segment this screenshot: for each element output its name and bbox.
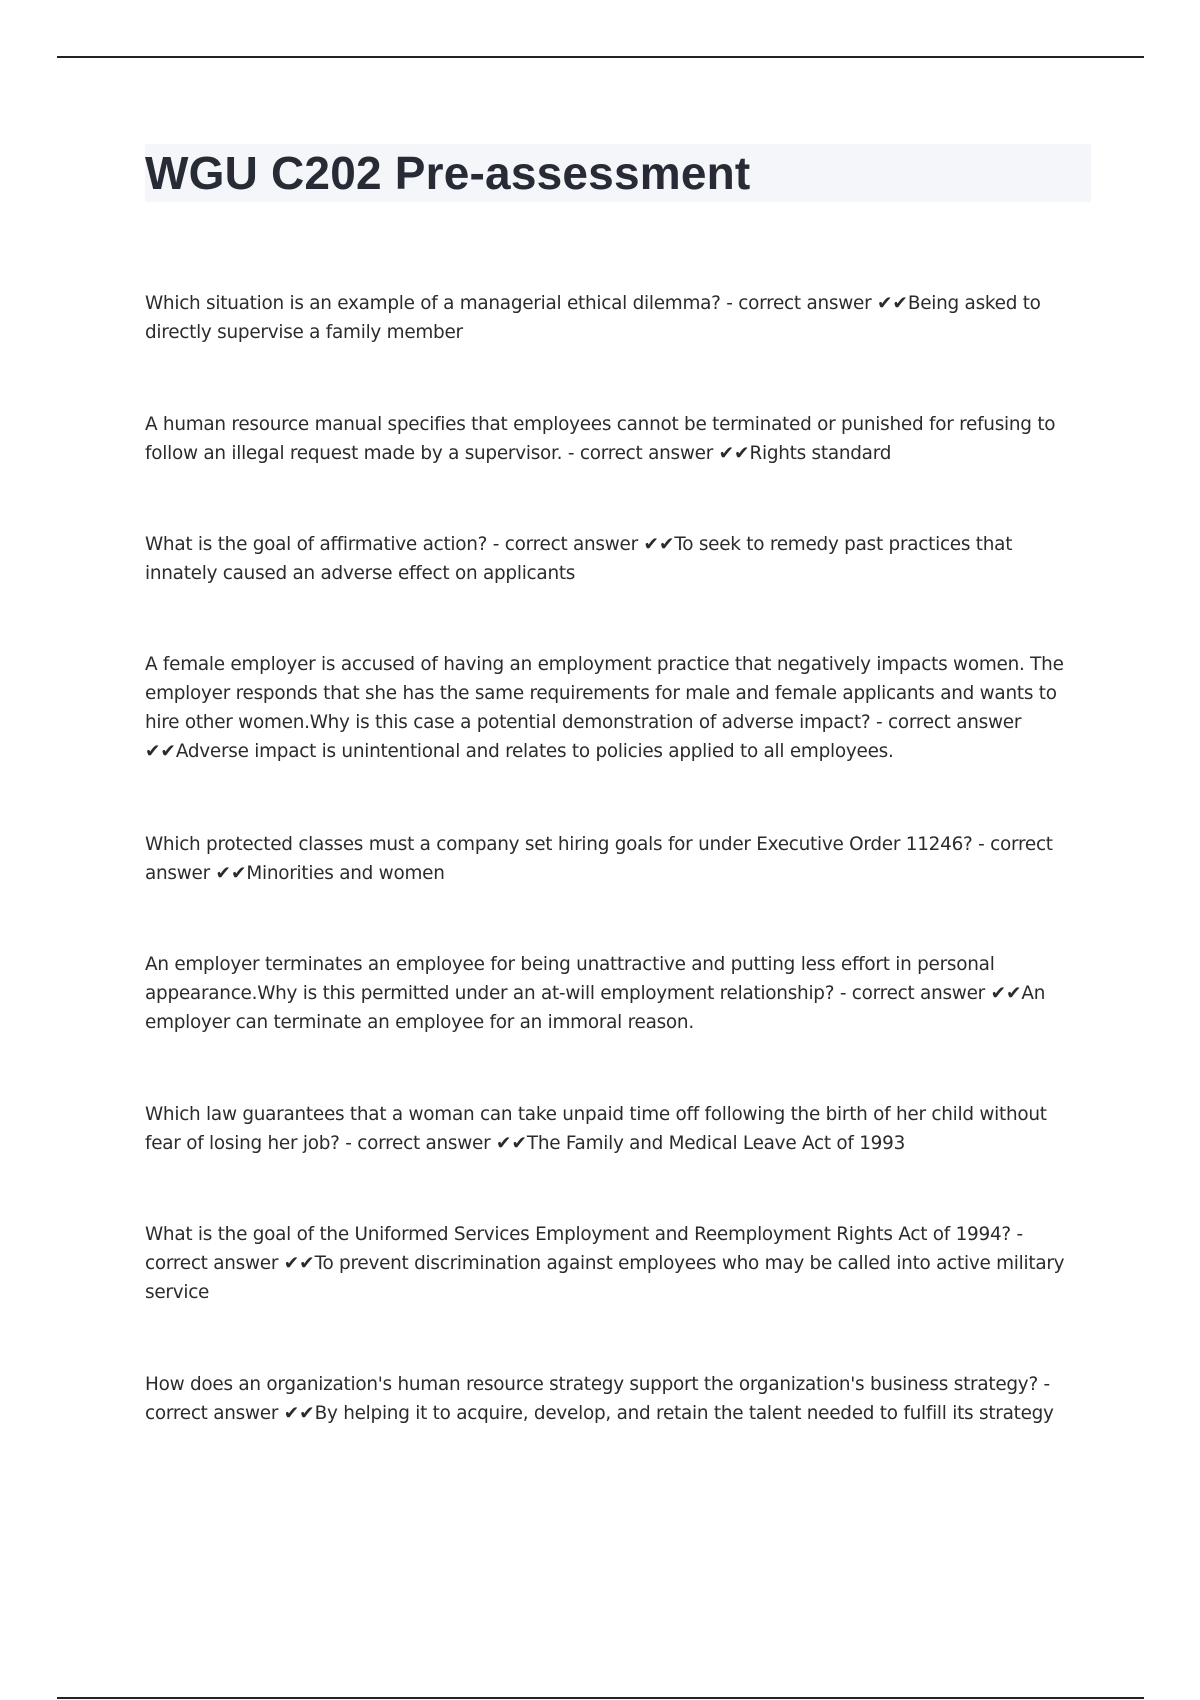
answer-text: By helping it to acquire, develop, and retain the talent needed to fulfill its strategy xyxy=(314,1403,1054,1424)
checkmark-icon: ✔✔ xyxy=(990,983,1022,1004)
answer-text: Rights standard xyxy=(749,443,892,464)
answer-text: To prevent discrimination against employees who may be called into active military service xyxy=(145,1253,1065,1303)
top-rule xyxy=(57,56,1144,58)
qa-item-1 xyxy=(145,289,1070,347)
qa-item-2 xyxy=(145,410,1070,468)
qa-item-5 xyxy=(145,830,1070,888)
checkmark-icon: ✔✔ xyxy=(215,863,247,884)
question-text: What is the goal of the Uniformed Services Employment and Reemployment Rights Act of 1994? - correct answer xyxy=(145,1224,1023,1274)
answer-text: An employer can terminate an employee for an immoral reason. xyxy=(145,983,1046,1033)
qa-item-7 xyxy=(145,1100,1070,1158)
question-text: Which situation is an example of a managerial ethical dilemma? - correct answer xyxy=(145,293,877,314)
question-text: Which law guarantees that a woman can take unpaid time off following the birth of her child without fear of losing her job? - correct answer xyxy=(145,1104,1047,1154)
question-text: An employer terminates an employee for being unattractive and putting less effort in personal appearance.Why is this permitted under an at-will employment relationship? - correct answer xyxy=(145,954,995,1004)
qa-item-3 xyxy=(145,530,1070,588)
question-text: A female employer is accused of having an employment practice that negatively impacts women. The employer responds that she has the same requirements for male and female applicants and wants to hire other women.Why is this case a potential demonstration of adverse impact? - correct answer xyxy=(145,654,1064,733)
checkmark-icon: ✔✔ xyxy=(283,1403,315,1424)
answer-text: The Family and Medical Leave Act of 1993 xyxy=(526,1133,906,1154)
document-title: WGU C202 Pre-assessment xyxy=(145,147,751,199)
checkmark-icon: ✔✔ xyxy=(145,741,176,762)
checkmark-icon: ✔✔ xyxy=(283,1253,315,1274)
question-text: How does an organization's human resource strategy support the organization's business strategy? - correct answer xyxy=(145,1374,1050,1424)
answer-text: To seek to remedy past practices that innately caused an adverse effect on applicants xyxy=(145,534,1013,584)
qa-item-9 xyxy=(145,1370,1070,1428)
answer-text: Being asked to directly supervise a family member xyxy=(145,293,1041,343)
qa-item-4 xyxy=(145,650,1070,766)
question-text: A human resource manual specifies that employees cannot be terminated or punished for refusing to follow an illegal request made by a supervisor. - correct answer xyxy=(145,414,1056,464)
checkmark-icon: ✔✔ xyxy=(496,1133,527,1154)
qa-item-8 xyxy=(145,1220,1070,1307)
checkmark-icon: ✔✔ xyxy=(643,534,675,555)
question-text: Which protected classes must a company set hiring goals for under Executive Order 11246? - correct answer xyxy=(145,834,1053,884)
bottom-rule xyxy=(57,1697,1144,1699)
qa-item-6 xyxy=(145,950,1070,1037)
answer-text: Minorities and women xyxy=(246,863,445,884)
question-text: What is the goal of affirmative action? - correct answer xyxy=(145,534,644,555)
checkmark-icon: ✔✔ xyxy=(718,443,750,464)
answer-text: Adverse impact is unintentional and relates to policies applied to all employees. xyxy=(175,741,894,762)
checkmark-icon: ✔✔ xyxy=(877,293,908,314)
